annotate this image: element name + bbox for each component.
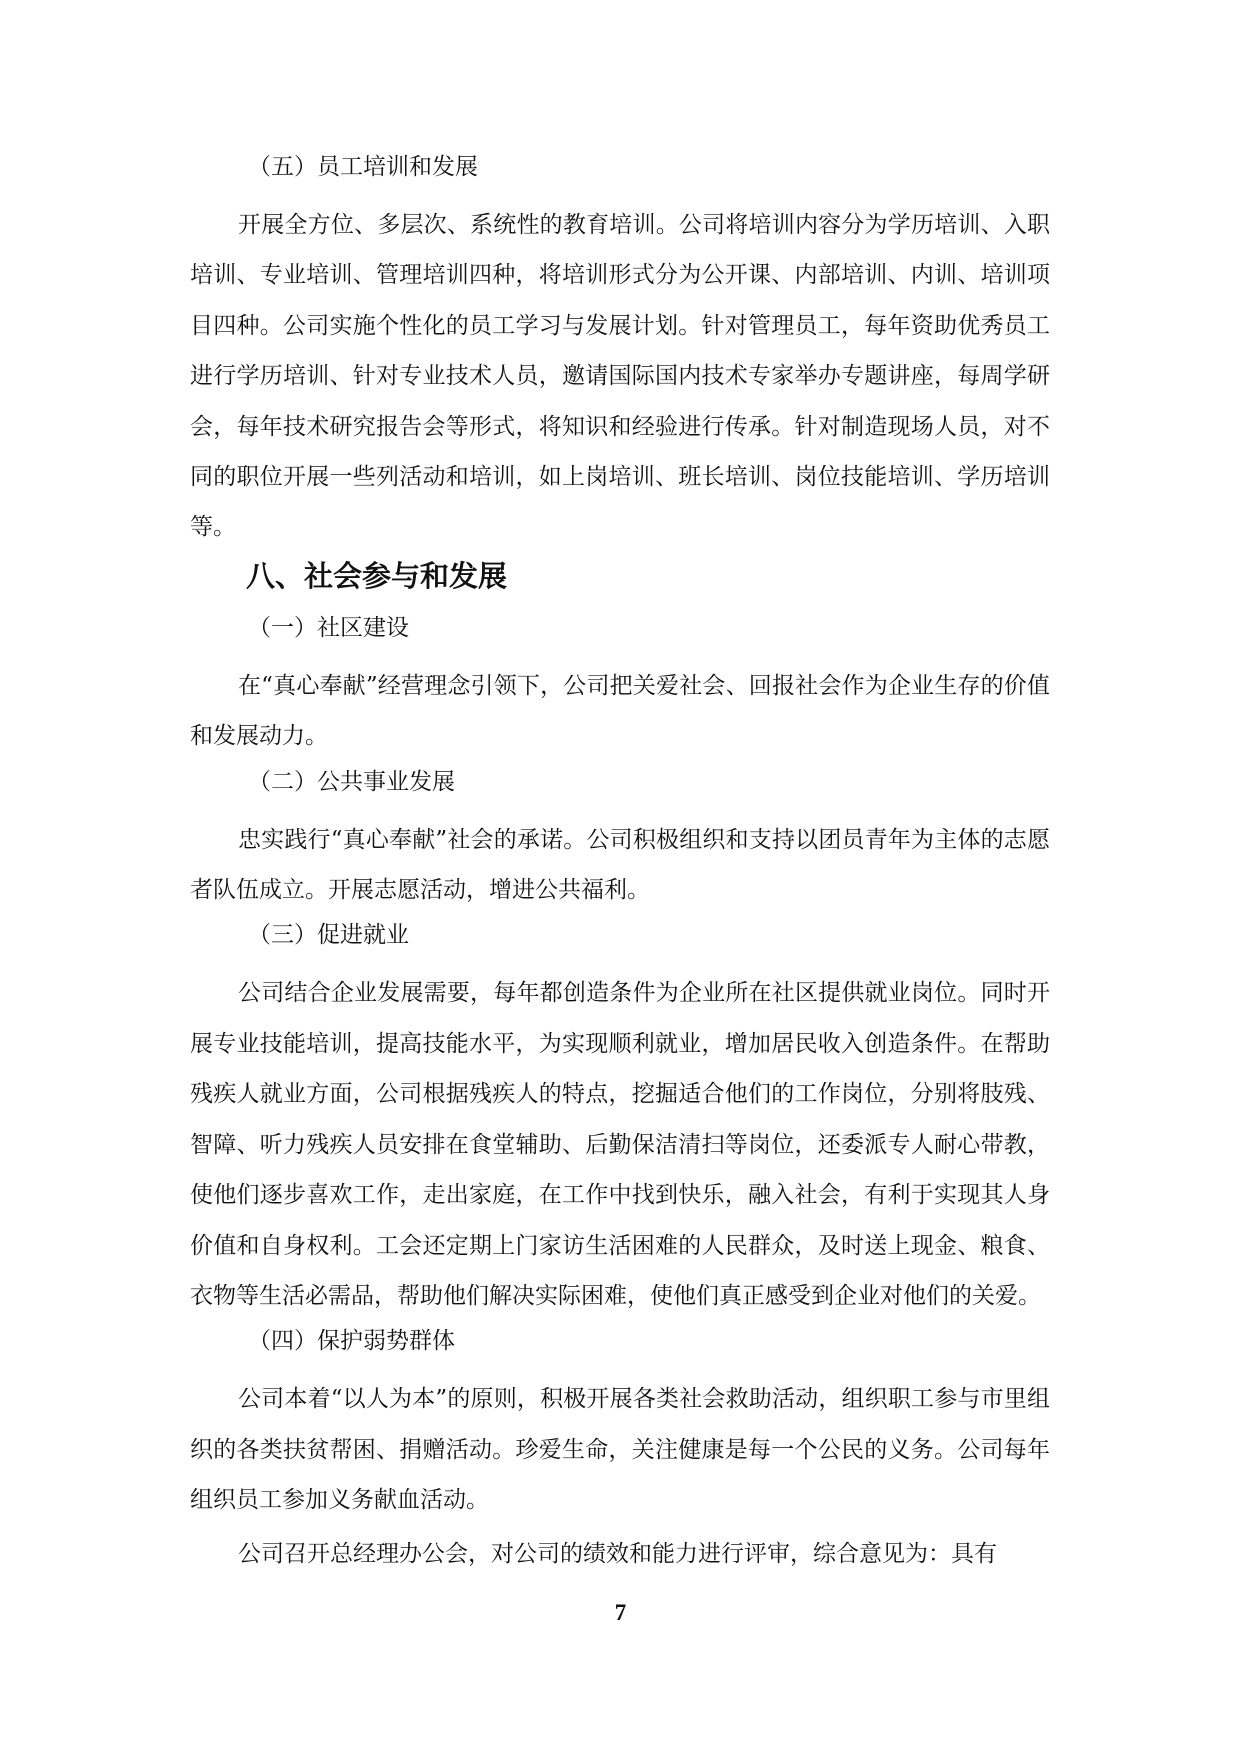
subsection-heading: （五）员工培训和发展 (248, 154, 478, 180)
paragraph: 在“真心奉献”经营理念引领下，公司把关爱社会、回报社会作为企业生存的价值和发展动力。 (190, 672, 1050, 750)
paragraph: 公司召开总经理办公会，对公司的绩效和能力进行评审，综合意见为：具有 (238, 1540, 997, 1567)
page-number: 7 (614, 1600, 627, 1625)
paragraph: 公司本着“以人为本”的原则，积极开展各类社会救助活动，组织职工参与市里组织的各类扶贫帮困、捐赠活动。珍爱生命，关注健康是每一个公民的义务。公司每年组织员工参加义务献血活动。 (190, 1386, 1050, 1514)
subsection-heading: （一）社区建设 (248, 614, 409, 641)
subsection-heading: （三）促进就业 (248, 922, 409, 949)
paragraph: 公司结合企业发展需要，每年都创造条件为企业所在社区提供就业岗位。同时开展专业技能培训，提高技能水平，为实现顺利就业，增加居民收入创造条件。在帮助残疾人就业方面，公司根据残疾人的特点，挖掘适合他们的工作岗位，分别将肢残、智障、听力残疾人员安排在食堂辅助、后勤保洁清扫等岗位，还委派专人耐心带教，使他们逐步喜欢工作，走出家庭，在工作中找到快乐，融入社会，有利于实现其人身价值和自身权利。工会还定期上门家访生活困难的人民群众，及时送上现金、粮食、衣物等生活必需品，帮助他们解决实际困难，使他们真正感受到企业对他们的关爱。 (190, 980, 1050, 1309)
section-heading: 八、社会参与和发展 (246, 558, 508, 593)
subsection-heading: （二）公共事业发展 (248, 768, 455, 795)
paragraph: 忠实践行“真心奉献”社会的承诺。公司积极组织和支持以团员青年为主体的志愿者队伍成立。开展志愿活动，增进公共福利。 (190, 826, 1050, 904)
page-content (190, 150, 1050, 1582)
subsection-heading: （四）保护弱势群体 (248, 1328, 455, 1355)
paragraph: 开展全方位、多层次、系统性的教育培训。公司将培训内容分为学历培训、入职培训、专业培训、管理培训四种，将培训形式分为公开课、内部培训、内训、培训项目四种。公司实施个性化的员工学习与发展计划。针对管理员工，每年资助优秀员工进行学历培训、针对专业技术人员，邀请国际国内技术专家举办专题讲座，每周学研会，每年技术研究报告会等形式，将知识和经验进行传承。针对制造现场人员，对不同的职位开展一些列活动和培训，如上岗培训、班长培训、岗位技能培训、学历培训等。 (190, 212, 1050, 541)
